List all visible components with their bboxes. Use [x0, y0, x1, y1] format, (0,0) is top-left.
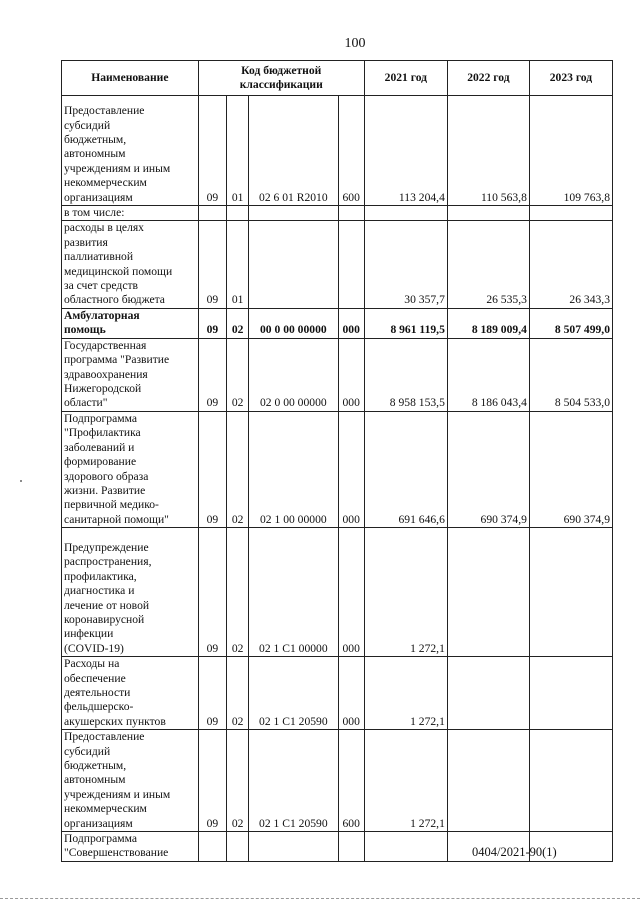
value-2022: 690 374,9 — [447, 411, 529, 527]
row-name: Расходы на обеспечение деятельности фельдшерско- акушерских пунктов — [62, 657, 199, 730]
code-section: 09 — [198, 730, 226, 832]
code-section — [198, 832, 226, 862]
header-name: Наименование — [62, 61, 199, 96]
code-section: 09 — [198, 338, 226, 411]
code-subsection: 02 — [227, 338, 249, 411]
value-2022 — [447, 206, 529, 221]
code-expense-type: 000 — [338, 338, 364, 411]
code-expense-type: 000 — [338, 308, 364, 338]
value-2021: 30 357,7 — [364, 221, 447, 308]
scan-edge-line — [0, 898, 640, 899]
code-subsection — [227, 206, 249, 221]
code-section: 09 — [198, 657, 226, 730]
table-row — [62, 96, 613, 206]
value-2021: 1 272,1 — [364, 730, 447, 832]
value-2022: 26 535,3 — [447, 221, 529, 308]
value-2023: 8 504 533,0 — [529, 338, 612, 411]
header-2023: 2023 год — [529, 61, 612, 96]
code-subsection: 02 — [227, 528, 249, 657]
value-2021: 1 272,1 — [364, 528, 447, 657]
document-code: 0404/2021-90(1) — [472, 845, 557, 859]
table-row — [62, 657, 613, 730]
code-expense-type — [338, 206, 364, 221]
code-subsection: 02 — [227, 657, 249, 730]
row-name: Подпрограмма "Профилактика заболеваний и формирование здорового образа жизни. Развитие первичной медико- санитарной помощи" — [62, 411, 199, 527]
code-subsection: 01 — [227, 221, 249, 308]
code-target-article: 02 1 C1 20590 — [249, 657, 338, 730]
code-expense-type: 600 — [338, 730, 364, 832]
row-name: Государственная программа "Развитие здравоохранения Нижегородской области" — [62, 338, 199, 411]
value-2021 — [364, 206, 447, 221]
header-2021: 2021 год — [364, 61, 447, 96]
row-name: Предупреждение распространения, профилактика, диагностика и лечение от новой коронавирусной инфекции (COVID-19) — [62, 528, 199, 657]
value-2023 — [529, 730, 612, 832]
code-section: 09 — [198, 96, 226, 206]
row-name: в том числе: — [62, 206, 199, 221]
value-2022: 110 563,8 — [447, 96, 529, 206]
code-subsection: 02 — [227, 730, 249, 832]
code-target-article — [249, 206, 338, 221]
value-2022 — [447, 730, 529, 832]
value-2021: 691 646,6 — [364, 411, 447, 527]
value-2022 — [447, 528, 529, 657]
budget-table — [61, 60, 613, 862]
code-target-article — [249, 832, 338, 862]
code-expense-type: 000 — [338, 528, 364, 657]
code-expense-type: 000 — [338, 657, 364, 730]
value-2021 — [364, 832, 447, 862]
value-2023: 109 763,8 — [529, 96, 612, 206]
code-target-article: 02 1 C1 20590 — [249, 730, 338, 832]
code-subsection: 02 — [227, 308, 249, 338]
code-expense-type: 000 — [338, 411, 364, 527]
table-row — [62, 411, 613, 527]
value-2021: 1 272,1 — [364, 657, 447, 730]
code-section: 09 — [198, 411, 226, 527]
row-name: расходы в целях развития паллиативной медицинской помощи за счет средств областного бюджета — [62, 221, 199, 308]
code-section: 09 — [198, 528, 226, 657]
value-2023 — [529, 657, 612, 730]
value-2021: 8 961 119,5 — [364, 308, 447, 338]
header-2022: 2022 год — [447, 61, 529, 96]
code-section — [198, 206, 226, 221]
table-row — [62, 308, 613, 338]
value-2022: 8 186 043,4 — [447, 338, 529, 411]
code-target-article: 02 0 00 00000 — [249, 338, 338, 411]
header-code: Код бюджетной классификации — [198, 61, 364, 96]
table-row — [62, 206, 613, 221]
code-target-article: 00 0 00 00000 — [249, 308, 338, 338]
header-row — [62, 61, 613, 96]
value-2021: 113 204,4 — [364, 96, 447, 206]
code-target-article: 02 1 00 00000 — [249, 411, 338, 527]
row-name: Предоставление субсидий бюджетным, автономным учреждениям и иным некоммерческим организациям — [62, 96, 199, 206]
code-target-article: 02 1 C1 00000 — [249, 528, 338, 657]
row-name: Подпрограмма "Совершенствование — [62, 832, 199, 862]
scan-speck — [20, 480, 22, 482]
value-2023: 690 374,9 — [529, 411, 612, 527]
value-2023 — [529, 528, 612, 657]
page-number: 100 — [344, 36, 366, 51]
value-2022 — [447, 657, 529, 730]
table-row — [62, 221, 613, 308]
code-expense-type — [338, 221, 364, 308]
code-subsection: 01 — [227, 96, 249, 206]
code-target-article — [249, 221, 338, 308]
code-subsection: 02 — [227, 411, 249, 527]
table-row — [62, 528, 613, 657]
code-target-article: 02 6 01 R2010 — [249, 96, 338, 206]
value-2021: 8 958 153,5 — [364, 338, 447, 411]
value-2022: 8 189 009,4 — [447, 308, 529, 338]
value-2023: 26 343,3 — [529, 221, 612, 308]
code-section: 09 — [198, 221, 226, 308]
row-name: Предоставление субсидий бюджетным, автономным учреждениям и иным некоммерческим организациям — [62, 730, 199, 832]
value-2023 — [529, 206, 612, 221]
code-expense-type: 600 — [338, 96, 364, 206]
code-subsection — [227, 832, 249, 862]
table-row — [62, 730, 613, 832]
code-expense-type — [338, 832, 364, 862]
value-2023: 8 507 499,0 — [529, 308, 612, 338]
row-name: Амбулаторная помощь — [62, 308, 199, 338]
code-section: 09 — [198, 308, 226, 338]
table-row — [62, 338, 613, 411]
